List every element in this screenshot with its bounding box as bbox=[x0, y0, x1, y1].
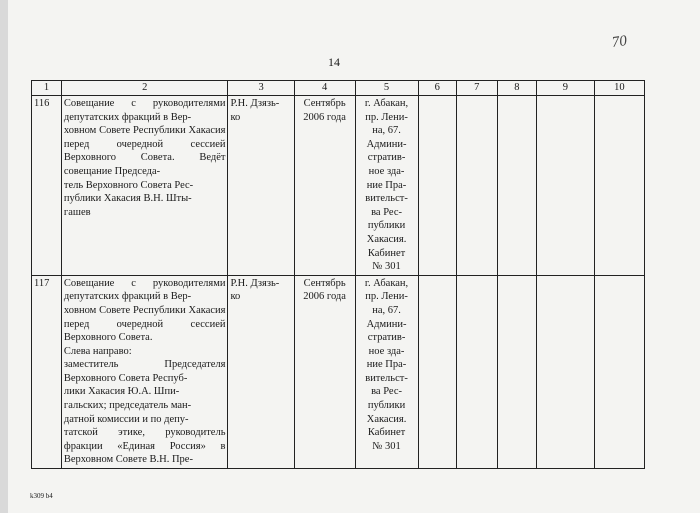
record-place: г. Абакан, пр. Лени- на, 67. Админи- стратив- ное зда- ние Пра- вительст- ва Рес- публики Хакасия. Кабинет № 301 bbox=[355, 275, 418, 468]
column-header: 8 bbox=[497, 81, 537, 96]
table-row bbox=[32, 96, 645, 276]
column-header: 5 bbox=[355, 81, 418, 96]
empty-cell bbox=[418, 275, 456, 468]
record-date: Сентябрь 2006 года bbox=[294, 275, 355, 468]
record-place: г. Абакан, пр. Лени- на, 67. Админи- стратив- ное зда- ние Пра- вительст- ва Рес- публики Хакасия. Кабинет № 301 bbox=[355, 96, 418, 276]
footer-code: k309 b4 bbox=[30, 492, 53, 500]
record-responsible: Р.Н. Дзязь- ко bbox=[228, 96, 294, 276]
page-number: 14 bbox=[328, 55, 340, 69]
column-header: 2 bbox=[61, 81, 228, 96]
record-description: Совещание с руководителями депутатских фракций в Вер- ховном Совете Республики Хакасия перед очередной сессией Верховного Совета. Слева направо: заместитель Председателя Верховного Совета Респуб- лики Хакасия Ю.А. Шпи- гальских; председатель ман- датной комиссии и по депу- татской этике, руководитель фракции «Единая Россия» в Верховном Совете В.Н. Пре- bbox=[61, 275, 228, 468]
empty-cell bbox=[497, 96, 537, 276]
record-number: 116 bbox=[32, 96, 62, 276]
handwritten-page-note: 70 bbox=[610, 33, 628, 51]
empty-cell bbox=[456, 275, 497, 468]
column-header: 9 bbox=[537, 81, 595, 96]
column-header: 6 bbox=[418, 81, 456, 96]
column-header: 1 bbox=[32, 81, 62, 96]
column-header: 3 bbox=[228, 81, 294, 96]
record-description: Совещание с руководителями депутатских фракций в Вер- ховном Совете Республики Хакасия перед очередной сессией Верховного Совета. Ведёт совещание Председа- тель Верховного Совета Рес- публики Хакасия В.Н. Шты- гашев bbox=[61, 96, 228, 276]
empty-cell bbox=[497, 275, 537, 468]
empty-cell bbox=[537, 275, 595, 468]
record-date: Сентябрь 2006 года bbox=[294, 96, 355, 276]
column-header: 7 bbox=[456, 81, 497, 96]
empty-cell bbox=[418, 96, 456, 276]
header-row bbox=[32, 81, 645, 96]
column-header: 4 bbox=[294, 81, 355, 96]
register-table bbox=[31, 80, 645, 469]
empty-cell bbox=[537, 96, 595, 276]
record-responsible: Р.Н. Дзязь- ко bbox=[228, 275, 294, 468]
table-row bbox=[32, 275, 645, 468]
column-header: 10 bbox=[594, 81, 644, 96]
empty-cell bbox=[594, 96, 644, 276]
empty-cell bbox=[594, 275, 644, 468]
empty-cell bbox=[456, 96, 497, 276]
record-number: 117 bbox=[32, 275, 62, 468]
